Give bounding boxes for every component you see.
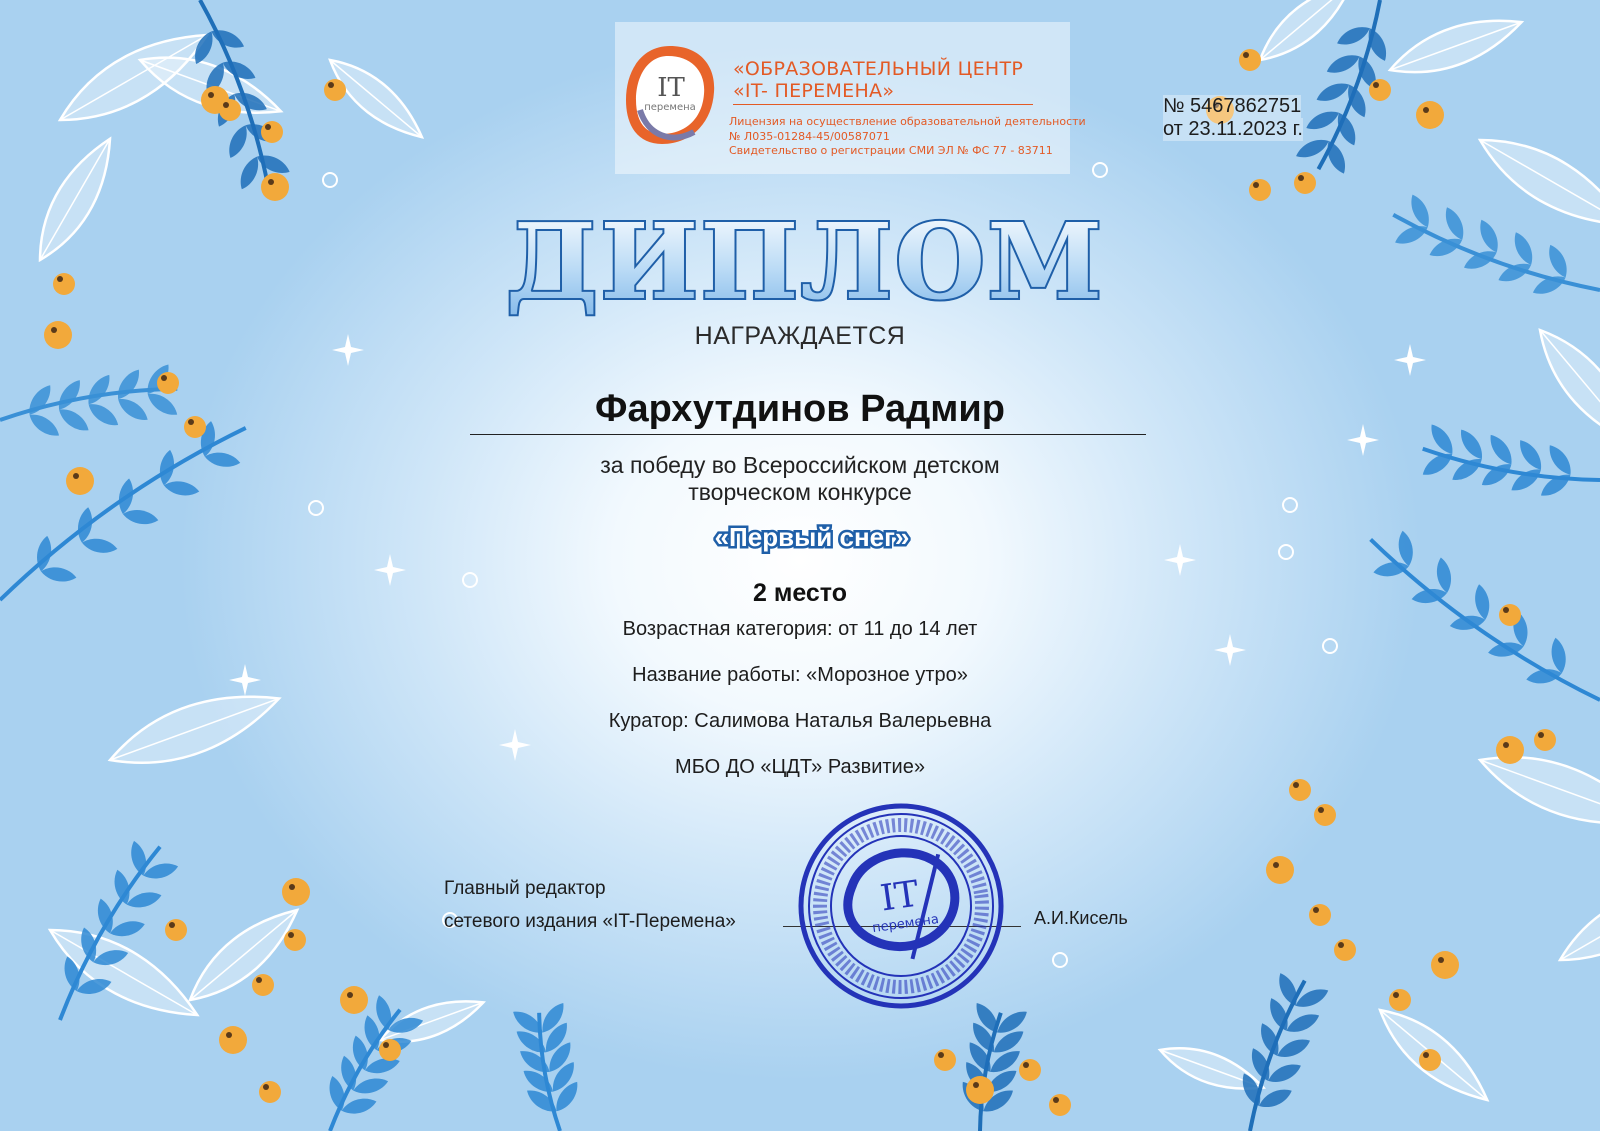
- logo-sub-text: перемена: [644, 102, 696, 113]
- document-number: № 5467862751: [1163, 95, 1302, 117]
- recipient-name: Фархутдинов Радмир: [595, 388, 1005, 430]
- signer-role-line2: сетевого издания «IT-Перемена»: [444, 911, 736, 932]
- logo-it-text: IT: [657, 73, 685, 103]
- org-divider: [733, 104, 1033, 105]
- signer-role-line1: Главный редактор: [444, 878, 606, 899]
- contest-name-text: «Первый снег»: [714, 522, 910, 552]
- curator: Куратор: Салимова Наталья Валерьевна: [608, 710, 992, 732]
- title-text: ДИПЛОМ: [505, 200, 1105, 320]
- license-line2: № Л035-01284-45/00587071: [729, 130, 890, 143]
- document-date: от 23.11.2023 г.: [1163, 118, 1303, 140]
- seal-icon: [795, 800, 1007, 1012]
- seal-sub-text: перемена: [871, 911, 940, 937]
- age-category: Возрастная категория: от 11 до 14 лет: [622, 618, 978, 640]
- awarded-label: НАГРАЖДАЕТСЯ: [694, 322, 906, 350]
- signer-name: А.И.Кисель: [1034, 908, 1128, 928]
- recipient-underline: [470, 434, 1146, 435]
- license-line1: Лицензия на осуществление образовательной деятельности: [729, 115, 1086, 128]
- institution: МБО ДО «ЦДТ» Развитие»: [675, 756, 925, 778]
- reason-line1: за победу во Всероссийском детском: [600, 452, 1000, 478]
- reason-line2: творческом конкурсе: [688, 479, 912, 505]
- contest-name: [0, 514, 1600, 558]
- license-line3: Свидетельство о регистрации СМИ ЭЛ № ФС 77 - 83711: [729, 144, 1053, 157]
- it-logo-icon: [620, 40, 720, 150]
- org-name-line1: «ОБРАЗОВАТЕЛЬНЫЙ ЦЕНТР: [733, 58, 1024, 80]
- work-title: Название работы: «Морозное утро»: [632, 664, 968, 686]
- seal-it-text: IT: [877, 873, 922, 920]
- place-label: 2 место: [752, 579, 847, 607]
- org-name-line2: «IT- ПЕРЕМЕНА»: [733, 80, 895, 102]
- diploma-title: [0, 200, 1600, 320]
